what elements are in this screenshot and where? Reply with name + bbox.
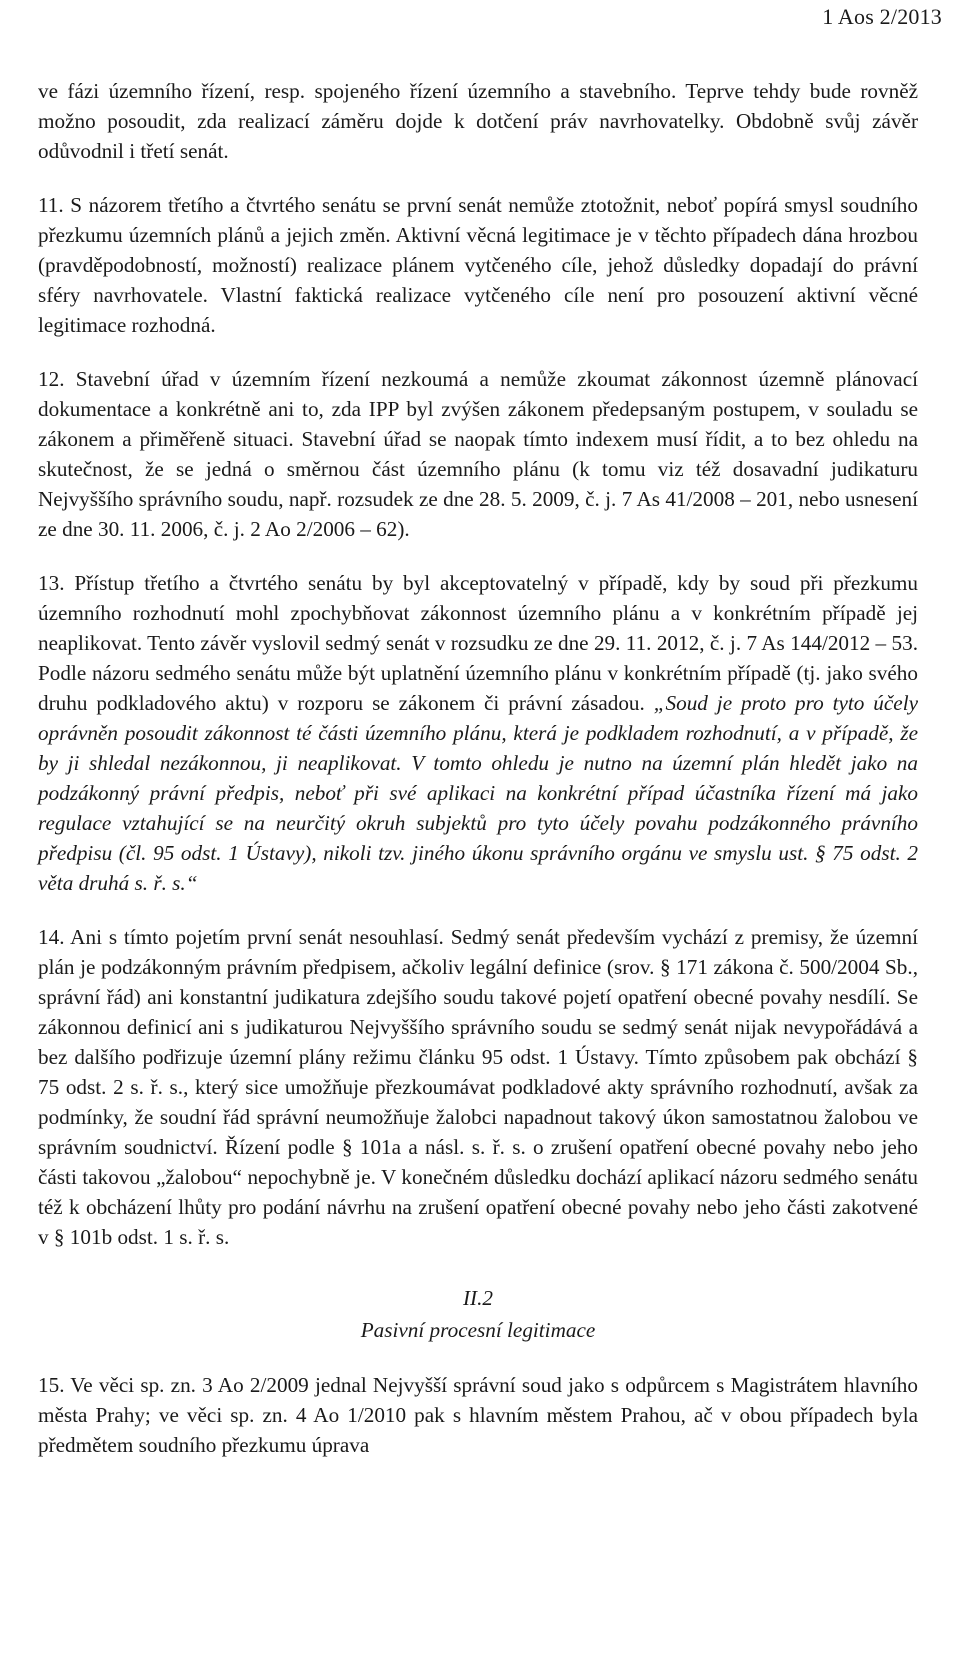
- paragraph-11: 11. S názorem třetího a čtvrtého senátu se první senát nemůže ztotožnit, neboť popírá smysl soudního přezkumu územních plánů a jejich změn. Aktivní věcná legitimace je v těchto případech dána hrozbou (pravděpodobností, možností) realizace plánem vytčeného cíle, jehož důsledky dopadají do právní sféry navrhovatele. Vlastní faktická realizace vytčeného cíle není pro posouzení aktivní věcné legitimace rozhodná.: [38, 193, 918, 337]
- section-number: II.2: [462, 1286, 493, 1310]
- paragraph-14: 14. Ani s tímto pojetím první senát nesouhlasí. Sedmý senát především vychází z premisy, že územní plán je podzákonným právním předpisem, ačkoliv legální definice (srov. § 171 zákona č. 500/2004 Sb., správní řád) ani konstantní judikatura zdejšího soudu takové pojetí opatření obecné povahy nesdílí. Se zákonnou definicí ani s judikaturou Nejvyššího správního soudu se sedmý senát nijak nevypořádává a bez dalšího podřizuje územní plány režimu článku 95 odst. 1 Ústavy. Tímto způsobem pak obchází § 75 odst. 2 s. ř. s., který sice umožňuje přezkoumávat podkladové akty správního rozhodnutí, avšak za podmínky, že soudní řád správní neumožňuje žalobci napadnout takový úkon samostatnou žalobou ve správním soudnictví. Řízení podle § 101a a násl. s. ř. s. o zrušení opatření obecné povahy nebo jeho části takovou „žalobou“ nepochybně je. V konečném důsledku dochází aplikací názoru sedmého senátu též k obcházení lhůty pro podání návrhu na zrušení opatření obecné povahy nebo jeho části zakotvené v § 101b odst. 1 s. ř. s.: [38, 925, 918, 1249]
- section-title: Pasivní procesní legitimace: [360, 1318, 596, 1342]
- paragraph-13-text: 13. Přístup třetího a čtvrtého senátu by byl akceptovatelný v případě, kdy by soud při přezkumu územního rozhodnutí mohl zpochybňovat zákonnost územního plánu a v konkrétním případě jej neaplikovat. Tento závěr vyslovil sedmý senát v rozsudku ze dne 29. 11. 2012, č. j. 7 As 144/2012 – 53. Podle názoru sedmého senátu může být uplatnění územního plánu v konkrétním případě (tj. jako svého druhu podkladového aktu) v rozporu se zákonem či právní zásadou.: [38, 571, 918, 715]
- section-heading: [38, 1282, 918, 1346]
- paragraph-10-continuation: ve fázi územního řízení, resp. spojeného řízení územního a stavebního. Teprve tehdy bude rovněž možno posoudit, zda realizací záměru dojde k dotčení práv navrhovatelky. Obdobně svůj závěr odůvodnil i třetí senát.: [38, 79, 918, 163]
- document-body: [38, 76, 918, 1460]
- paragraph-13: [38, 568, 918, 898]
- case-number-header: 1 Aos 2/2013: [822, 4, 942, 29]
- paragraph-13-quote: „Soud je proto pro tyto účely oprávněn posoudit zákonnost té části územního plánu, která je podkladem rozhodnutí, a v případě, že by ji shledal nezákonnou, ji neaplikovat. V tomto ohledu je nutno na územní plán hledět jako na podzákonný právní předpis, neboť při své aplikaci na konkrétní případ účastníka řízení má jako regulace vztahující se na neurčitý okruh subjektů pro tyto účely povahu podzákonného právního předpisu (čl. 95 odst. 1 Ústavy), nikoli tzv. jiného úkonu správního orgánu ve smyslu ust. § 75 odst. 2 věta druhá s. ř. s.“: [38, 691, 918, 895]
- paragraph-15: 15. Ve věci sp. zn. 3 Ao 2/2009 jednal Nejvyšší správní soud jako s odpůrcem s Magistrátem hlavního města Prahy; ve věci sp. zn. 4 Ao 1/2010 pak s hlavním městem Prahou, ač v obou případech byla předmětem soudního přezkumu úprava: [38, 1373, 918, 1457]
- paragraph-12: 12. Stavební úřad v územním řízení nezkoumá a nemůže zkoumat zákonnost územně plánovací dokumentace a konkrétně ani to, zda IPP byl zvýšen zákonem předepsaným postupem, v souladu se zákonem a přiměřeně situaci. Stavební úřad se naopak tímto indexem musí řídit, a to bez ohledu na skutečnost, že se jedná o směrnou část územního plánu (k tomu viz též dosavadní judikaturu Nejvyššího správního soudu, např. rozsudek ze dne 28. 5. 2009, č. j. 7 As 41/2008 – 201, nebo usnesení ze dne 30. 11. 2006, č. j. 2 Ao 2/2006 – 62).: [38, 367, 918, 541]
